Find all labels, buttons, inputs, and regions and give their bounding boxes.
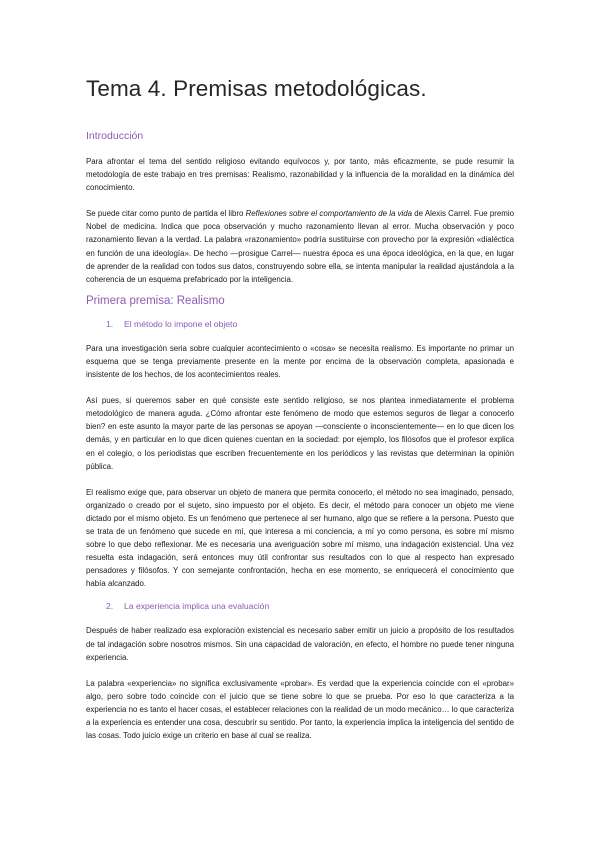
paragraph-experiencia-1: Después de haber realizado esa exploración existencial es necesario saber emitir un juicio a propósito de los resultados de tal indagación sobre nosotros mismos. Sin una capacidad de valoración, en efecto, el hombre no puede tener ninguna experiencia. <box>86 626 514 662</box>
subheading-number: 1. <box>106 318 114 329</box>
section-heading-introduccion: Introducción <box>86 130 144 142</box>
paragraph-realismo-2: Así pues, si queremos saber en qué consiste este sentido religioso, se nos plantea inmediatamente el problema metodológico de manera aguda. ¿Cómo afrontar este fenómeno de modo que estemos seguros de llegar a conocerlo bien? en este asunto la mayor parte de las personas se apoyan —consciente o inconscientemente— en lo que dicen los demás, y en particular en lo que dicen quienes cuentan en la sociedad: por ejemplo, los filósofos que el profesor explica en el colegio, o los periodistas que escriben frecuentemente en los periódicos y las revistas que determinan la opinión pública. <box>86 396 514 471</box>
paragraph-intro-2 <box>86 207 514 286</box>
subheading-label: La experiencia implica una evaluación <box>124 601 270 612</box>
subheading-label: El método lo impone el objeto <box>124 318 238 329</box>
page-title: Tema 4. Premisas metodológicas. <box>86 76 427 101</box>
paragraph-realismo-3: El realismo exige que, para observar un objeto de manera que permita conocerlo, el método no sea imaginado, pensado, organizado o creado por el sujeto, sino impuesto por el objeto. Es decir, el método para conocer un objeto me viene dictado por el mismo objeto. Es un fenómeno que pertenece al ser humano, algo que se refiere a la persona. Puesto que se trata de un fenómeno que sucede en mí, que interesa a mi conciencia, a mí yo como persona, es sobre mí mismo sobre lo que debo reflexionar. Me es necesaria una averiguación sobre mí mismo, una indagación existencial. Una vez resuelta esta indagación, será entonces muy útil confrontar sus resultados con lo que al respecto han expresado pensadores y filósofos. Y con semejante confrontación, hecha en ese momento, se enriquecerá el conocimiento que había alcanzado. <box>86 487 514 589</box>
paragraph-experiencia-2: La palabra «experiencia» no significa exclusivamente «probar». Es verdad que la experiencia coincide con el «probar» algo, pero sobre todo coincide con el juicio que se tiene sobre lo que se prueba. Por eso lo que caracteriza a la experiencia no es tanto el hacer cosas, el establecer relaciones con la realidad de un modo mecánico… lo que caracteriza a la experiencia es entender una cosa, descubrir su sentido. Por tanto, la experiencia implica la inteligencia del sentido de las cosas. Todo juicio exige un criterio en base al cual se realiza. <box>86 678 514 741</box>
subheading-experiencia <box>86 600 514 612</box>
paragraph-intro-2-rest: de Alexis Carrel. Fue premio Nobel de medicina. Indica que poca observación y mucho razonamiento llevan al error. Mucha observación y poco razonamiento llevan a la verdad. La palabra «razonamiento» podría sustituirse con provecho por la expresión «dialéctica en función de una ideología». De hecho —prosigue Carrel— nuestra época es una época ideológica, en la que, en lugar de aprender de la realidad con todos sus datos, construyendo sobre ella, se intenta manipular la realidad ajustándola a la coherencia de un esquema prefabricado por la inteligencia. <box>86 209 514 284</box>
page-content <box>86 66 514 742</box>
paragraph-realismo-1: Para una investigación seria sobre cualquier acontecimiento o «cosa» se necesita realismo. Es importante no primar un esquema que se tenga previamente presente en la mente por encima de la observación completa, apasionada e insistente de los hechos, de los acontecimientos reales. <box>86 343 514 380</box>
subheading-number: 2. <box>106 601 114 612</box>
section-heading-primera-premisa: Primera premisa: Realismo <box>86 294 225 307</box>
subheading-metodo <box>86 318 514 330</box>
paragraph-intro-1: Para afrontar el tema del sentido religioso evitando equívocos y, por tanto, más eficazmente, se pude resumir la metodología de este trabajo en tres premisas: Realismo, razonabilidad y la influencia de la moralidad en la dinámica del conocimiento. <box>86 157 514 193</box>
book-title: Reflexiones sobre el comportamiento de la vida <box>245 209 413 219</box>
paragraph-intro-2-start: Se puede citar como punto de partida el libro <box>86 209 246 219</box>
